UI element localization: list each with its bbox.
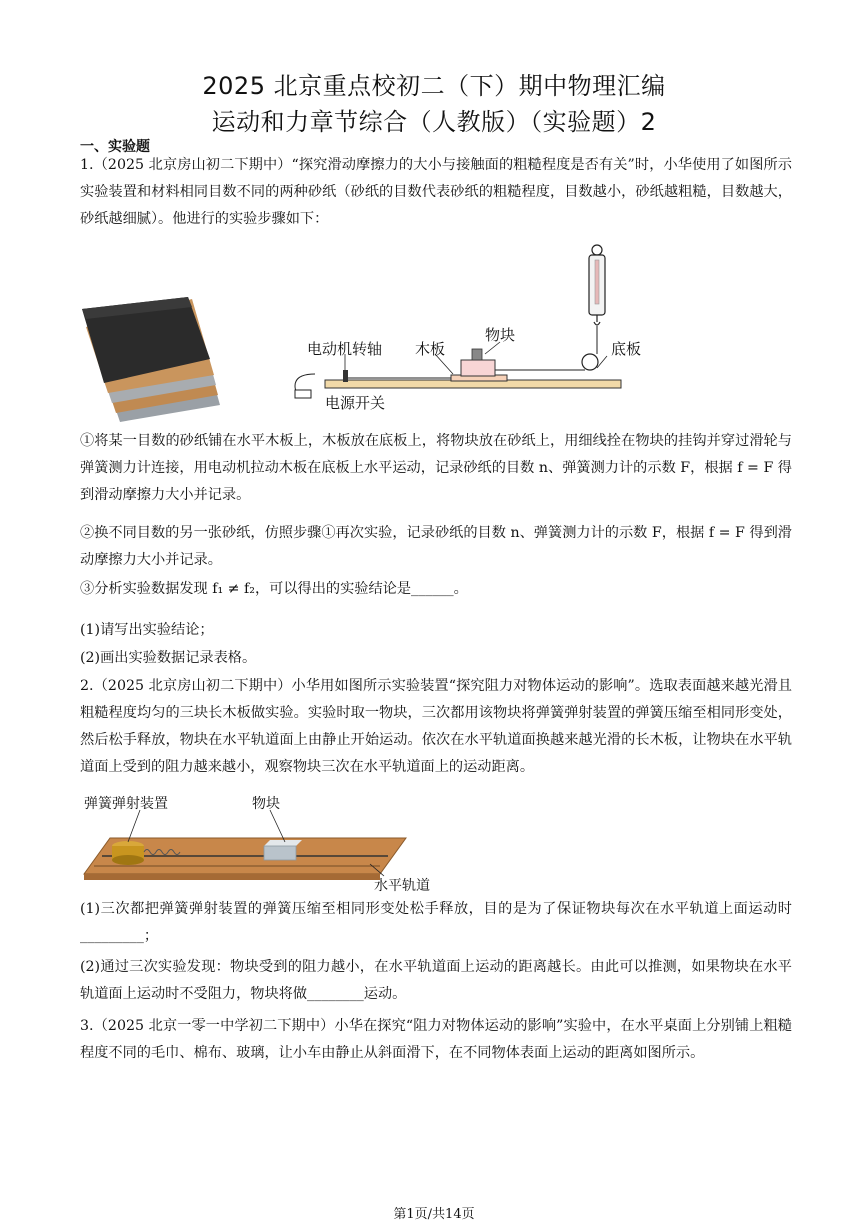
friction-apparatus-diagram bbox=[285, 242, 642, 417]
sandpaper-stack-image bbox=[80, 297, 230, 422]
label-base-plate: 底板 bbox=[611, 340, 642, 358]
page-footer: 第1页/共14页 bbox=[393, 1207, 475, 1222]
question-1-text: 1.（2025 北京房山初二下期中）“探究滑动摩擦力的大小与接触面的粗糙程度是否有关”时，小华使用了如图所示实验装置和材料相同目数不同的两种砂纸（砂纸的目数代表砂纸的粗糙程度，目数越小，砂纸越粗糙，目数越大，砂纸越细腻）。他进行的实验步骤如下： bbox=[80, 157, 792, 227]
label-spring-launcher: 弹簧弹射装置 bbox=[84, 796, 168, 812]
label-wood-board: 木板 bbox=[415, 340, 446, 358]
question-2-sub-1: (1)三次都把弹簧弹射装置的弹簧压缩至相同形变处松手释放，目的是为了保证物块每次在水平轨道上面运动时_________； bbox=[80, 901, 792, 944]
question-2-sub-2: (2)通过三次实验发现：物块受到的阻力越小，在水平轨道面上运动的距离越长。由此可以推测，如果物块在水平轨道面上运动时不受阻力，物块将做________运动。 bbox=[80, 959, 792, 1002]
document-title-line2: 运动和力章节综合（人教版）（实验题）2 bbox=[211, 108, 657, 136]
label-motor-axle: 电动机转轴 bbox=[307, 340, 383, 358]
label-horizontal-track: 水平轨道 bbox=[374, 878, 430, 894]
label-block-2: 物块 bbox=[252, 796, 280, 812]
question-1-sub-2: (2)画出实验数据记录表格。 bbox=[80, 650, 257, 666]
section-heading: 一、实验题 bbox=[80, 139, 150, 155]
label-block: 物块 bbox=[485, 326, 516, 344]
question-1-step-2: ②换不同目数的另一张砂纸，仿照步骤①再次实验，记录砂纸的目数 n、弹簧测力计的示数 F，根据 f = F 得到滑动摩擦力大小并记录。 bbox=[80, 525, 792, 568]
question-1-step-3: ③分析实验数据发现 f₁ ≠ f₂，可以得出的实验结论是______。 bbox=[80, 581, 468, 597]
label-power-switch: 电源开关 bbox=[325, 394, 386, 412]
question-1-sub-1: (1)请写出实验结论； bbox=[80, 622, 214, 638]
question-3-text: 3.（2025 北京一零一中学初二下期中）小华在探究“阻力对物体运动的影响”实验中，在水平桌面上分别铺上粗糙程度不同的毛巾、棉布、玻璃，让小车由静止从斜面滑下，在不同物体表面上运动的距离如图所示。 bbox=[80, 1018, 792, 1061]
question-1-step-1: ①将某一目数的砂纸铺在水平木板上，木板放在底板上，将物块放在砂纸上，用细线拴在物块的挂钩并穿过滑轮与弹簧测力计连接，用电动机拉动木板在底板上水平运动，记录砂纸的目数 n、弹簧测力计的示数 F，根据 f = F 得到滑动摩擦力大小并记录。 bbox=[80, 433, 792, 503]
question-2-text: 2.（2025 北京房山初二下期中）小华用如图所示实验装置“探究阻力对物体运动的影响”。选取表面越来越光滑且粗糙程度均匀的三块长木板做实验。实验时取一物块，三次都用该物块将弹簧弹射装置的弹簧压缩至相同形变处，然后松手释放，物块在水平轨道面上由静止开始运动。依次在水平轨道面换越来越光滑的长木板，让物块在水平轨道面上受到的阻力越来越小，观察物块三次在水平轨道面上的运动距离。 bbox=[80, 678, 792, 775]
document-title-line1: 2025 北京重点校初二（下）期中物理汇编 bbox=[202, 72, 666, 100]
spring-launcher-diagram bbox=[80, 794, 430, 894]
